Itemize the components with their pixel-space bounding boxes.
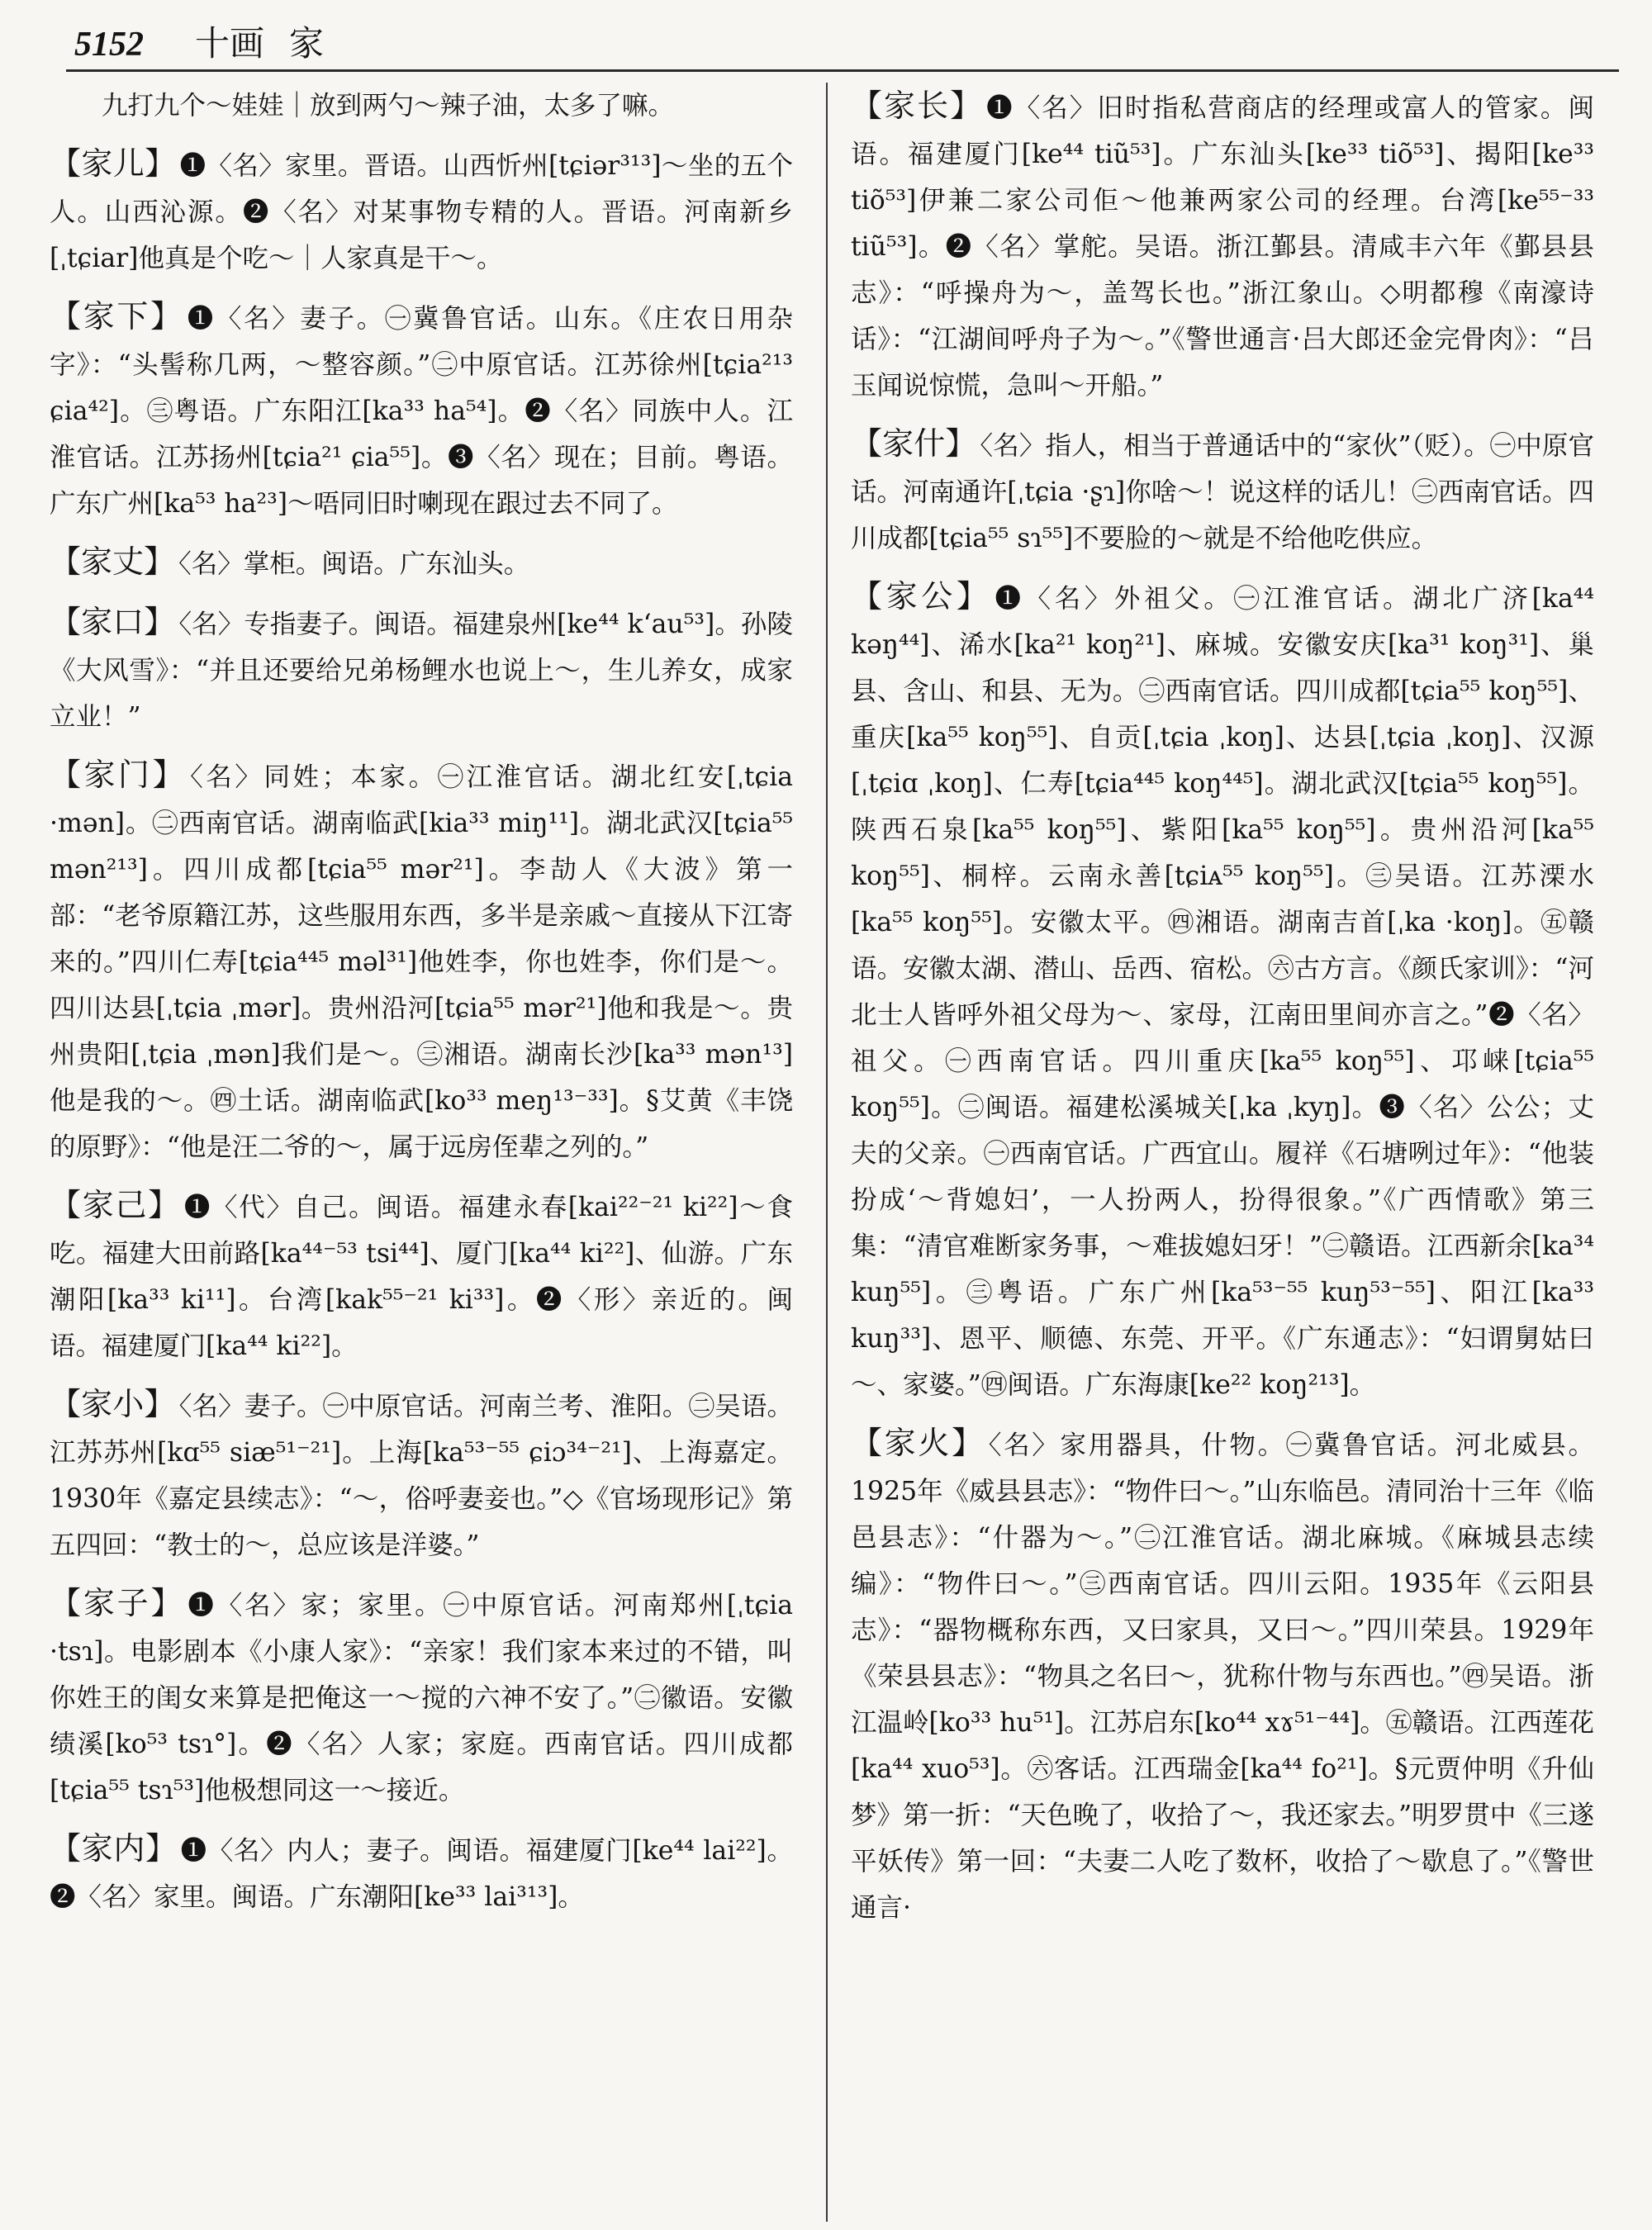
definition: 〈名〉同姓；本家。㊀江淮官话。湖北红安[ˌtɕia ·mən]。㊁西南官话。湖南临武[kia³³ miŋ¹¹]。湖北武汉[tɕia⁵⁵ mən²¹³]。四川成都[tɕia⁵⁵ mər²¹]。李劼人《大波》第一部：“老爷原籍江苏，这些服用东西，多半是亲戚～直接从下江寄来的。”四川仁寿[tɕia⁴⁴⁵ məl³¹]他姓李，你也姓李，你们是～。四川达县[ˌtɕia ˌmər]。贵州沿河[tɕia⁵⁵ mər²¹]他和我是～。贵州贵阳[ˌtɕia ˌmən]我们是～。㊂湘语。湖南长沙[ka³³ mən¹³]他是我的～。㊃土话。湖南临武[ko³³ meŋ¹³⁻³³]。§艾黄《丰饶的原野》：“他是汪二爷的～，属于远房侄辈之列的。” bbox=[50, 762, 793, 1162]
definition: 〈名〉掌柜。闽语。广东汕头。 bbox=[178, 549, 530, 579]
stroke-count-label: 十画 bbox=[195, 23, 265, 64]
continuation-text: 九打九个～娃娃｜放到两勺～辣子油，太多了嘛。 bbox=[102, 91, 675, 121]
headword: 【家下】 bbox=[50, 298, 184, 334]
definition: ❶〈名〉外祖父。㊀江淮官话。湖北广济[ka⁴⁴ kəŋ⁴⁴]、浠水[ka²¹ koŋ²¹]、麻城。安徽安庆[ka³¹ koŋ³¹]、巢县、含山、和县、无为。㊁西南官话。四川成都[tɕia⁵⁵ koŋ⁵⁵]、重庆[ka⁵⁵ koŋ⁵⁵]、自贡[ˌtɕia ˌkoŋ]、达县[ˌtɕia ˌkoŋ]、汉源[ˌtɕiɑ ˌkoŋ]、仁寿[tɕia⁴⁴⁵ koŋ⁴⁴⁵]。湖北武汉[tɕia⁵⁵ koŋ⁵⁵]。陕西石泉[ka⁵⁵ koŋ⁵⁵]、紫阳[ka⁵⁵ koŋ⁵⁵]。贵州沿河[ka⁵⁵ koŋ⁵⁵]、桐梓。云南永善[tɕiᴀ⁵⁵ koŋ⁵⁵]。㊂吴语。江苏溧水[ka⁵⁵ koŋ⁵⁵]。安徽太平。㊃湘语。湖南吉首[ˌka ·koŋ]。㊄赣语。安徽太湖、潜山、岳西、宿松。㊅古方言。《颜氏家训》：“河北士人皆呼外祖父母为～、家母，江南田里间亦言之。”❷〈名〉祖父。㊀西南官话。四川重庆[ka⁵⁵ koŋ⁵⁵]、邛崃[tɕia⁵⁵ koŋ⁵⁵]。㊁闽语。福建松溪城关[ˌka ˌkyŋ]。❸〈名〉公公；丈夫的父亲。㊀西南官话。广西宜山。履祥《石塘咧过年》：“他装扮成‘～背媳妇’，一人扮两人，扮得很象。”《广西情歌》第三集：“清官难断家务事，～难拔媳妇牙！”㊁赣语。江西新余[ka³⁴ kuŋ⁵⁵]。㊂粤语。广东广州[ka⁵³⁻⁵⁵ kuŋ⁵³⁻⁵⁵]、阳江[ka³³ kuŋ³³]、恩平、顺德、东莞、开平。《广东通志》：“妇谓舅姑曰～、家婆。”㊃闽语。广东海康[ke²² koŋ²¹³]。 bbox=[851, 584, 1594, 1400]
definition: ❶〈名〉家；家里。㊀中原官话。河南郑州[ˌtɕia ·tsɿ]。电影剧本《小康人家》：“亲家！我们家本来过的不错，叫你姓王的闺女来算是把俺这一～搅的六神不安了。”㊁徽语。安徽绩溪[ko⁵³ tsɿ°]。❷〈名〉人家；家庭。西南官话。四川成都[tɕia⁵⁵ tsɿ⁵³]他极想同这一～接近。 bbox=[50, 1591, 793, 1805]
definition: ❶〈名〉妻子。㊀冀鲁官话。山东。《庄农日用杂字》：“头髻称几两，～整容颜。”㊁中原官话。江苏徐州[tɕia²¹³ ɕia⁴²]。㊂粤语。广东阳江[ka³³ ha⁵⁴]。❷〈名〉同族中人。江淮官话。江苏扬州[tɕia²¹ ɕia⁵⁵]。❸〈名〉现在；目前。粤语。广东广州[ka⁵³ ha²³]～唔同旧时喇现在跟过去不同了。 bbox=[50, 304, 793, 519]
entry-jiagong bbox=[851, 573, 1594, 1408]
definition: ❶〈代〉自己。闽语。福建永春[kai²²⁻²¹ ki²²]～食吃。福建大田前路[ka⁴⁴⁻⁵³ tsi⁴⁴]、厦门[ka⁴⁴ ki²²]、仙游。广东潮阳[ka³³ ki¹¹]。台湾[kak⁵⁵⁻²¹ ki³³]。❷〈形〉亲近的。闽语。福建厦门[ka⁴⁴ ki²²]。 bbox=[50, 1193, 793, 1361]
headword: 【家小】 bbox=[50, 1386, 176, 1422]
entry-jiaer bbox=[50, 140, 793, 282]
headword: 【家己】 bbox=[50, 1187, 181, 1223]
entry-jiazhang bbox=[851, 83, 1594, 409]
definition: ❶〈名〉内人；妻子。闽语。福建厦门[ke⁴⁴ lai²²]。❷〈名〉家里。闽语。广东潮阳[ke³³ lai³¹³]。 bbox=[50, 1836, 793, 1912]
entry-jiahuo bbox=[851, 1420, 1594, 1931]
page-header bbox=[74, 17, 324, 74]
headword: 【家内】 bbox=[50, 1830, 178, 1867]
entry-jiashi bbox=[851, 420, 1594, 562]
left-column bbox=[50, 83, 793, 2222]
entry-jiazi bbox=[50, 1580, 793, 1814]
definition: 〈名〉专指妻子。闽语。福建泉州[ke⁴⁴ k‘au⁵³]。孙陵《大风雪》：“并且还要给兄弟杨鲤水也说上～，生儿养女，成家立业！” bbox=[50, 610, 793, 732]
entry-jiaji bbox=[50, 1182, 793, 1369]
definition: 〈名〉妻子。㊀中原官话。河南兰考、淮阳。㊁吴语。江苏苏州[kɑ⁵⁵ siæ⁵¹⁻²¹]。上海[ka⁵³⁻⁵⁵ ɕiɔ³⁴⁻²¹]、上海嘉定。1930年《嘉定县续志》：“～，俗呼妻妾也。”◇《官场现形记》第五四回：“教士的～，总应该是洋婆。” bbox=[50, 1392, 793, 1560]
definition: 〈名〉指人，相当于普通话中的“家伙”（贬）。㊀中原官话。河南通许[ˌtɕia ·ʂɿ]你啥～！说这样的话儿！㊁西南官话。四川成都[tɕia⁵⁵ sɿ⁵⁵]不要脸的～就是不给他吃供应。 bbox=[851, 431, 1594, 553]
headword: 【家丈】 bbox=[50, 543, 176, 580]
definition: ❶〈名〉旧时指私营商店的经理或富人的管家。闽语。福建厦门[ke⁴⁴ tiũ⁵³]。广东汕头[ke³³ tiõ⁵³]、揭阳[ke³³ tiõ⁵³]伊兼二家公司佢～他兼两家公司的经理。台湾[ke⁵⁵⁻³³ tiũ⁵³]。❷〈名〉掌舵。吴语。浙江鄞县。清咸丰六年《鄞县县志》：“呼操舟为～，盖驾长也。”浙江象山。◇明都穆《南濠诗话》：“江湖间呼舟子为～。”《警世通言·吕大郎还金完骨肉》：“吕玉闻说惊慌，急叫～开船。” bbox=[851, 93, 1594, 401]
header-rule bbox=[66, 69, 1619, 72]
entry-jiaxia bbox=[50, 293, 793, 527]
entry-jianei bbox=[50, 1825, 793, 1920]
header-character: 家 bbox=[289, 23, 325, 64]
entry-jiamen bbox=[50, 752, 793, 1170]
column-divider bbox=[826, 83, 828, 2222]
page-number: 5152 bbox=[74, 26, 144, 64]
definition: ❶〈名〉家里。晋语。山西忻州[tɕiər³¹³]～坐的五个人。山西沁源。❷〈名〉对某事物专精的人。晋语。河南新乡[ˌtɕiar]他真是个吃～｜人家真是干～。 bbox=[50, 151, 793, 273]
headword: 【家口】 bbox=[50, 604, 176, 640]
headword: 【家长】 bbox=[851, 88, 984, 124]
headword: 【家火】 bbox=[851, 1425, 985, 1461]
headword: 【家公】 bbox=[851, 578, 992, 614]
entry-jiaxiao bbox=[50, 1381, 793, 1568]
right-column bbox=[851, 83, 1594, 2222]
headword: 【家什】 bbox=[851, 425, 977, 462]
headword: 【家子】 bbox=[50, 1585, 185, 1621]
headword: 【家儿】 bbox=[50, 145, 177, 182]
headword: 【家门】 bbox=[50, 757, 188, 793]
definition: 〈名〉家用器具，什物。㊀冀鲁官话。河北威县。1925年《威县县志》：“物件曰～。”山东临邑。清同治十三年《临邑县志》：“什器为～。”㊁江淮官话。湖北麻城。《麻城县志续编》：“物件曰～。”㊂西南官话。四川云阳。1935年《云阳县志》：“器物概称东西，又曰家具，又曰～。”四川荣县。1929年《荣县县志》：“物具之名曰～，犹称什物与东西也。”㊃吴语。浙江温岭[ko³³ hu⁵¹]。江苏启东[ko⁴⁴ xɤ⁵¹⁻⁴⁴]。㊄赣语。江西莲花[ka⁴⁴ xuo⁵³]。㊅客话。江西瑞金[ka⁴⁴ fo²¹]。§元贾仲明《升仙梦》第一折：“天色晚了，收拾了～，我还家去。”明罗贯中《三遂平妖传》第一回：“夫妻二人吃了数杯，收拾了～歇息了。”《警世通言· bbox=[851, 1431, 1594, 1923]
entry-jiakou bbox=[50, 599, 793, 740]
entry-jiazhang-master bbox=[50, 539, 793, 587]
